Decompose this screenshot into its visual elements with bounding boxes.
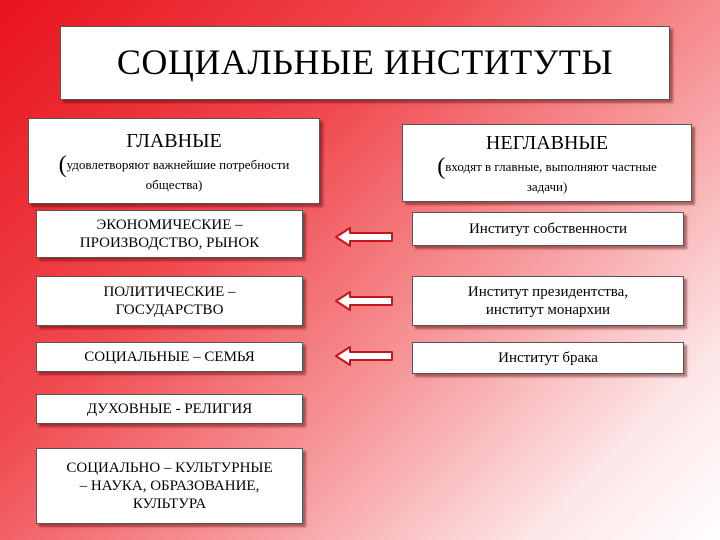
- main-institution-spiritual: [36, 394, 303, 424]
- page-title: [60, 26, 670, 100]
- minor-institution-line: Институт президентства,: [467, 284, 629, 300]
- arrow-shape: [336, 292, 392, 310]
- main-institution-political: [36, 276, 303, 326]
- minor-institutions-header: [402, 124, 692, 202]
- minor-header-note: [437, 155, 657, 179]
- main-header-note: [59, 153, 290, 177]
- minor-institution-line: Институт брака: [498, 350, 598, 366]
- main-institutions-header: [28, 118, 320, 204]
- minor-header-paren: (: [437, 154, 446, 181]
- main-institution-economic: [36, 210, 303, 258]
- minor-header-note-line2: задачи): [526, 179, 568, 195]
- minor-institution-line: институт монархии: [485, 302, 611, 318]
- minor-institution-marriage: [412, 342, 684, 374]
- minor-institution-presidency: [412, 276, 684, 326]
- arrow-shape: [336, 347, 392, 365]
- main-institution-line: КУЛЬТУРА: [132, 496, 207, 512]
- main-institution-line: СОЦИАЛЬНЫЕ – СЕМЬЯ: [84, 349, 255, 365]
- main-institution-line: ГОСУДАРСТВО: [115, 302, 224, 318]
- main-institution-line: ЭКОНОМИЧЕСКИЕ –: [96, 217, 243, 233]
- arrow-shape: [336, 228, 392, 246]
- left-arrow-icon: [334, 345, 394, 367]
- minor-header-note-line1: входят в главные, выполняют частные: [445, 159, 657, 175]
- left-arrow-icon: [334, 290, 394, 312]
- main-institution-sociocultural: [36, 448, 303, 524]
- title-text: СОЦИАЛЬНЫЕ ИНСТИТУТЫ: [116, 42, 614, 83]
- main-header-paren: (: [58, 152, 67, 179]
- main-institution-social: [36, 342, 303, 372]
- main-header-note-line1: удовлетворяют важнейшие потребности: [66, 157, 290, 173]
- left-arrow-icon: [334, 226, 394, 248]
- main-institution-line: ПРОИЗВОДСТВО, РЫНОК: [79, 235, 260, 251]
- main-header-note-line2: общества): [145, 177, 203, 193]
- main-header-label: ГЛАВНЫЕ: [126, 130, 222, 153]
- main-institution-line: – НАУКА, ОБРАЗОВАНИЕ,: [79, 478, 260, 494]
- minor-institution-property: [412, 212, 684, 246]
- minor-header-label: НЕГЛАВНЫЕ: [485, 132, 609, 155]
- minor-institution-line: Институт собственности: [468, 221, 628, 237]
- main-institution-line: ДУХОВНЫЕ - РЕЛИГИЯ: [86, 401, 253, 417]
- main-institution-line: ПОЛИТИЧЕСКИЕ –: [103, 284, 236, 300]
- main-institution-line: СОЦИАЛЬНО – КУЛЬТУРНЫЕ: [66, 460, 273, 476]
